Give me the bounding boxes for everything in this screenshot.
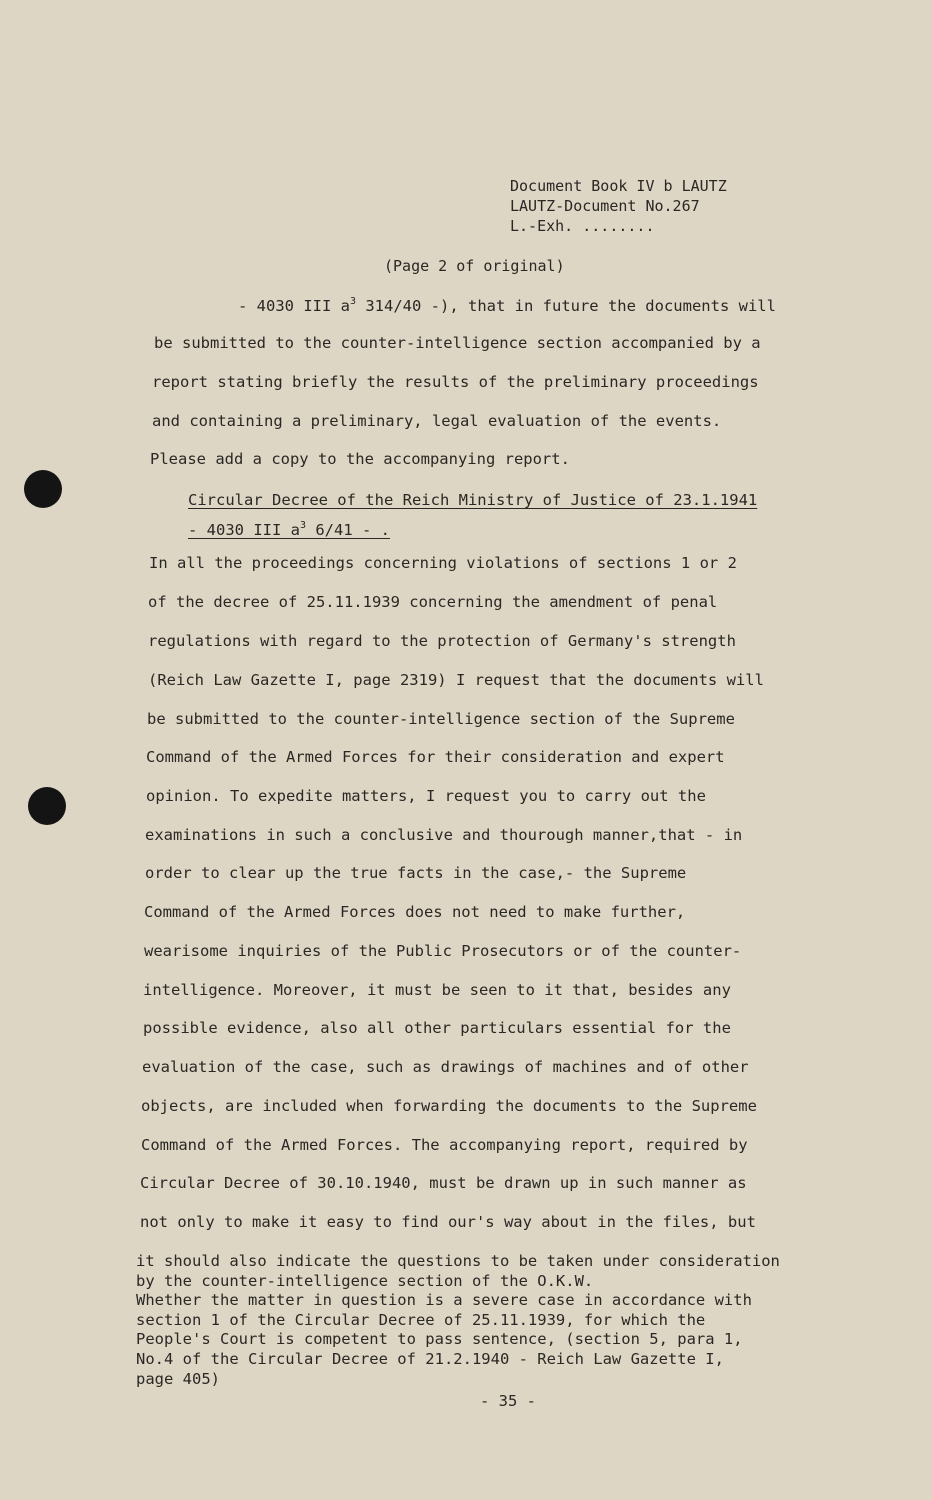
- header-book-line: Document Book IV b LAUTZ: [510, 177, 727, 195]
- text-line: objects, are included when forwarding the documents to the Supreme: [141, 1097, 757, 1115]
- header-exhibit-line: L.-Exh. ........: [510, 217, 655, 235]
- text-line: report stating briefly the results of the preliminary proceedings: [152, 373, 759, 391]
- text-line: opinion. To expedite matters, I request you to carry out the: [146, 787, 706, 805]
- text-line: (Reich Law Gazette I, page 2319) I request that the documents will: [148, 671, 764, 689]
- text-line: Whether the matter in question is a severe case in accordance with: [136, 1291, 752, 1310]
- text-line: People's Court is competent to pass sentence, (section 5, para 1,: [136, 1330, 743, 1349]
- paragraph-3: [136, 1252, 816, 1389]
- text-line: Command of the Armed Forces. The accompanying report, required by: [141, 1136, 748, 1154]
- page-number: - 35 -: [480, 1392, 536, 1410]
- text-line: wearisome inquiries of the Public Prosecutors or of the counter-: [144, 942, 742, 960]
- decree-heading-title: Circular Decree of the Reich Ministry of Justice of 23.1.1941: [188, 491, 758, 509]
- punch-hole-top: [24, 470, 62, 508]
- document-header: [510, 176, 727, 236]
- text-line: of the decree of 25.11.1939 concerning the amendment of penal: [148, 593, 718, 611]
- header-document-line: LAUTZ-Document No.267: [510, 197, 700, 215]
- text-line: section 1 of the Circular Decree of 25.11.1939, for which the: [136, 1310, 706, 1329]
- text-line: examinations in such a conclusive and thourough manner,that - in: [145, 826, 743, 844]
- text-line: it should also indicate the questions to be taken under consideration: [136, 1252, 780, 1270]
- text-line: Command of the Armed Forces for their consideration and expert: [146, 748, 725, 766]
- text-line: Circular Decree of 30.10.1940, must be drawn up in such manner as: [140, 1174, 747, 1192]
- text-line: possible evidence, also all other particulars essential for the: [143, 1019, 731, 1037]
- text-line: page 405): [136, 1369, 220, 1388]
- page-reference: (Page 2 of original): [384, 257, 565, 275]
- text-line: In all the proceedings concerning violations of sections 1 or 2: [149, 554, 737, 572]
- text-line: intelligence. Moreover, it must be seen to it that, besides any: [143, 981, 731, 999]
- text-line: regulations with regard to the protection of Germany's strength: [148, 632, 736, 650]
- decree-heading-reference: - 4030 III $a^3$ 6/41 - .: [188, 520, 391, 539]
- text-line: not only to make it easy to find our's way about in the files, but: [140, 1213, 756, 1231]
- text-line: be submitted to the counter-intelligence section accompanied by a: [154, 334, 761, 352]
- punch-hole-bottom: [28, 787, 66, 825]
- text-line: order to clear up the true facts in the case,- the Supreme: [145, 864, 687, 882]
- text-line: No.4 of the Circular Decree of 21.2.1940 - Reich Law Gazette I,: [136, 1349, 724, 1368]
- text-line: Please add a copy to the accompanying report.: [150, 450, 570, 468]
- text-line: be submitted to the counter-intelligence section of the Supreme: [147, 710, 735, 728]
- decree-heading: [188, 488, 757, 543]
- text-line: - 4030 III $a^3$ 314/40 -), that in future the documents will: [238, 296, 776, 315]
- text-line: and containing a preliminary, legal evaluation of the events.: [152, 412, 722, 430]
- text-line: evaluation of the case, such as drawings of machines and of other: [142, 1058, 749, 1076]
- text-line: by the counter-intelligence section of the O.K.W.: [136, 1271, 594, 1290]
- text-line: Command of the Armed Forces does not need to make further,: [144, 903, 686, 921]
